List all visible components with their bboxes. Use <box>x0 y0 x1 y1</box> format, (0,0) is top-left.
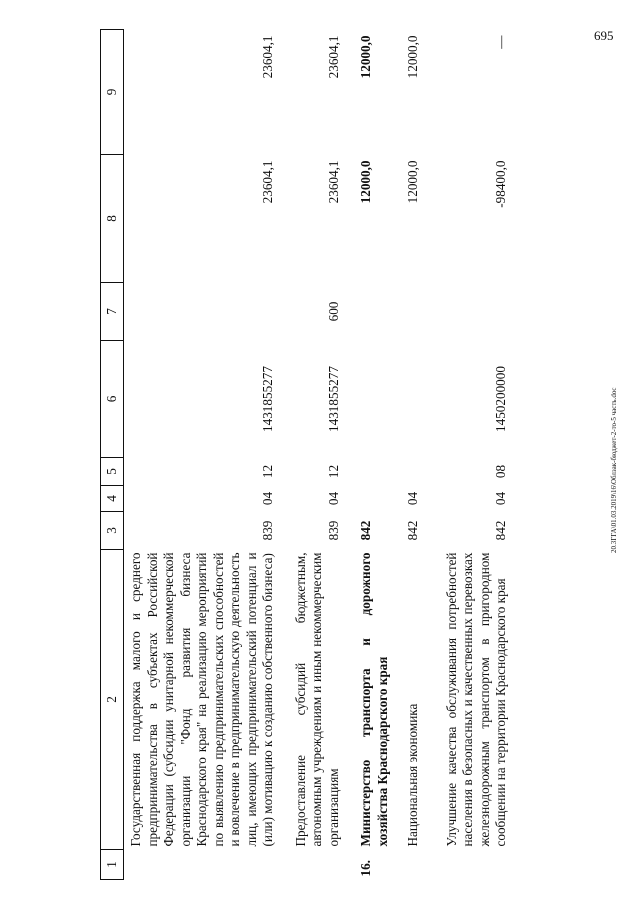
amount-total: 12000,0 <box>405 35 420 79</box>
ministry-code: 839 <box>260 520 275 541</box>
subsection-code <box>342 458 391 486</box>
budget-table <box>100 29 510 880</box>
amount-total: — <box>493 35 508 49</box>
section-code <box>342 486 391 512</box>
subsection-code: 12 <box>325 464 341 479</box>
section-code: 04 <box>493 491 508 506</box>
subsection-code <box>391 458 422 486</box>
header-cell: 5 <box>101 458 124 486</box>
ministry-code: 842 <box>493 520 508 541</box>
row-number <box>124 850 277 880</box>
header-cell: 4 <box>101 486 124 512</box>
header-cell: 1 <box>101 850 124 880</box>
subsection-code: 08 <box>493 464 508 479</box>
section-code: 04 <box>260 491 275 506</box>
amount-total: 23604,1 <box>260 35 275 79</box>
amount-change: 12000,0 <box>358 160 373 204</box>
row-description: Предоставление субсидий бюджетным, автономным учреждениям и иным некоммерческим организациям <box>292 552 341 847</box>
expense-type-code <box>391 283 422 341</box>
table-row <box>277 30 343 880</box>
row-description: Улучшение качества обслуживания потребностей населения в безопасных и качественных перевозках железнодорожным транспортом в пригородном сообщении на территории Краснодарского края <box>443 552 508 847</box>
table-row <box>391 30 422 880</box>
row-description: Государственная поддержка малого и среднего предпринимательства в субъектах Российской Федерации (субсидии унитарной некоммерческой организации "Фонд развития бизнеса Краснодарского края" на реализацию мероприятий по выявлению предпринимательских способностей и вовлечение в предпринимательскую деятельность лиц, имеющих предпринимательский потенциал и (или) мотивацию к созданию собственного бизнеса) <box>128 552 275 847</box>
amount-total: 12000,0 <box>358 35 373 79</box>
subsection-code: 12 <box>260 464 275 479</box>
amount-change: 12000,0 <box>405 160 420 204</box>
amount-change: 23604,1 <box>325 160 341 204</box>
target-article-code: 1431855277 <box>325 366 341 432</box>
header-cell: 7 <box>101 283 124 341</box>
table-row <box>422 30 510 880</box>
expense-type-code <box>342 283 391 341</box>
target-article-code: 1450200000 <box>493 366 508 432</box>
header-cell: 2 <box>101 550 124 850</box>
target-article-code <box>391 341 422 458</box>
amount-change: 23604,1 <box>260 160 275 204</box>
table-row <box>124 30 277 880</box>
header-cell: 6 <box>101 341 124 458</box>
amount-total: 23604,1 <box>325 35 341 79</box>
expense-type-code <box>422 283 510 341</box>
row-description: Министерство транспорта и дорожного хозяйства Краснодарского края <box>358 552 390 847</box>
expense-type-code <box>124 283 277 341</box>
ministry-code: 842 <box>358 520 373 541</box>
table-row <box>342 30 391 880</box>
header-cell: 8 <box>101 155 124 283</box>
expense-type-code: 600 <box>325 301 341 322</box>
row-number <box>277 850 343 880</box>
section-code: 04 <box>325 491 341 506</box>
row-number: 16. <box>358 860 373 877</box>
target-article-code: 1431855277 <box>260 366 275 432</box>
header-row <box>101 30 124 880</box>
ministry-code: 842 <box>405 520 420 541</box>
section-code: 04 <box>405 491 420 506</box>
row-description: Национальная экономика <box>405 703 420 847</box>
file-path-note: 20.3ГГА\01.03.2019\16\Облзак-бюджет-2-то-5 часть.doc <box>610 387 618 553</box>
header-cell: 3 <box>101 512 124 550</box>
amount-change: -98400,0 <box>493 160 508 208</box>
rotated-table-frame <box>100 30 610 880</box>
page-number: 695 <box>594 28 614 43</box>
target-article-code <box>342 341 391 458</box>
ministry-code: 839 <box>325 520 341 541</box>
row-number <box>391 850 422 880</box>
header-cell: 9 <box>101 30 124 155</box>
row-number <box>422 850 510 880</box>
